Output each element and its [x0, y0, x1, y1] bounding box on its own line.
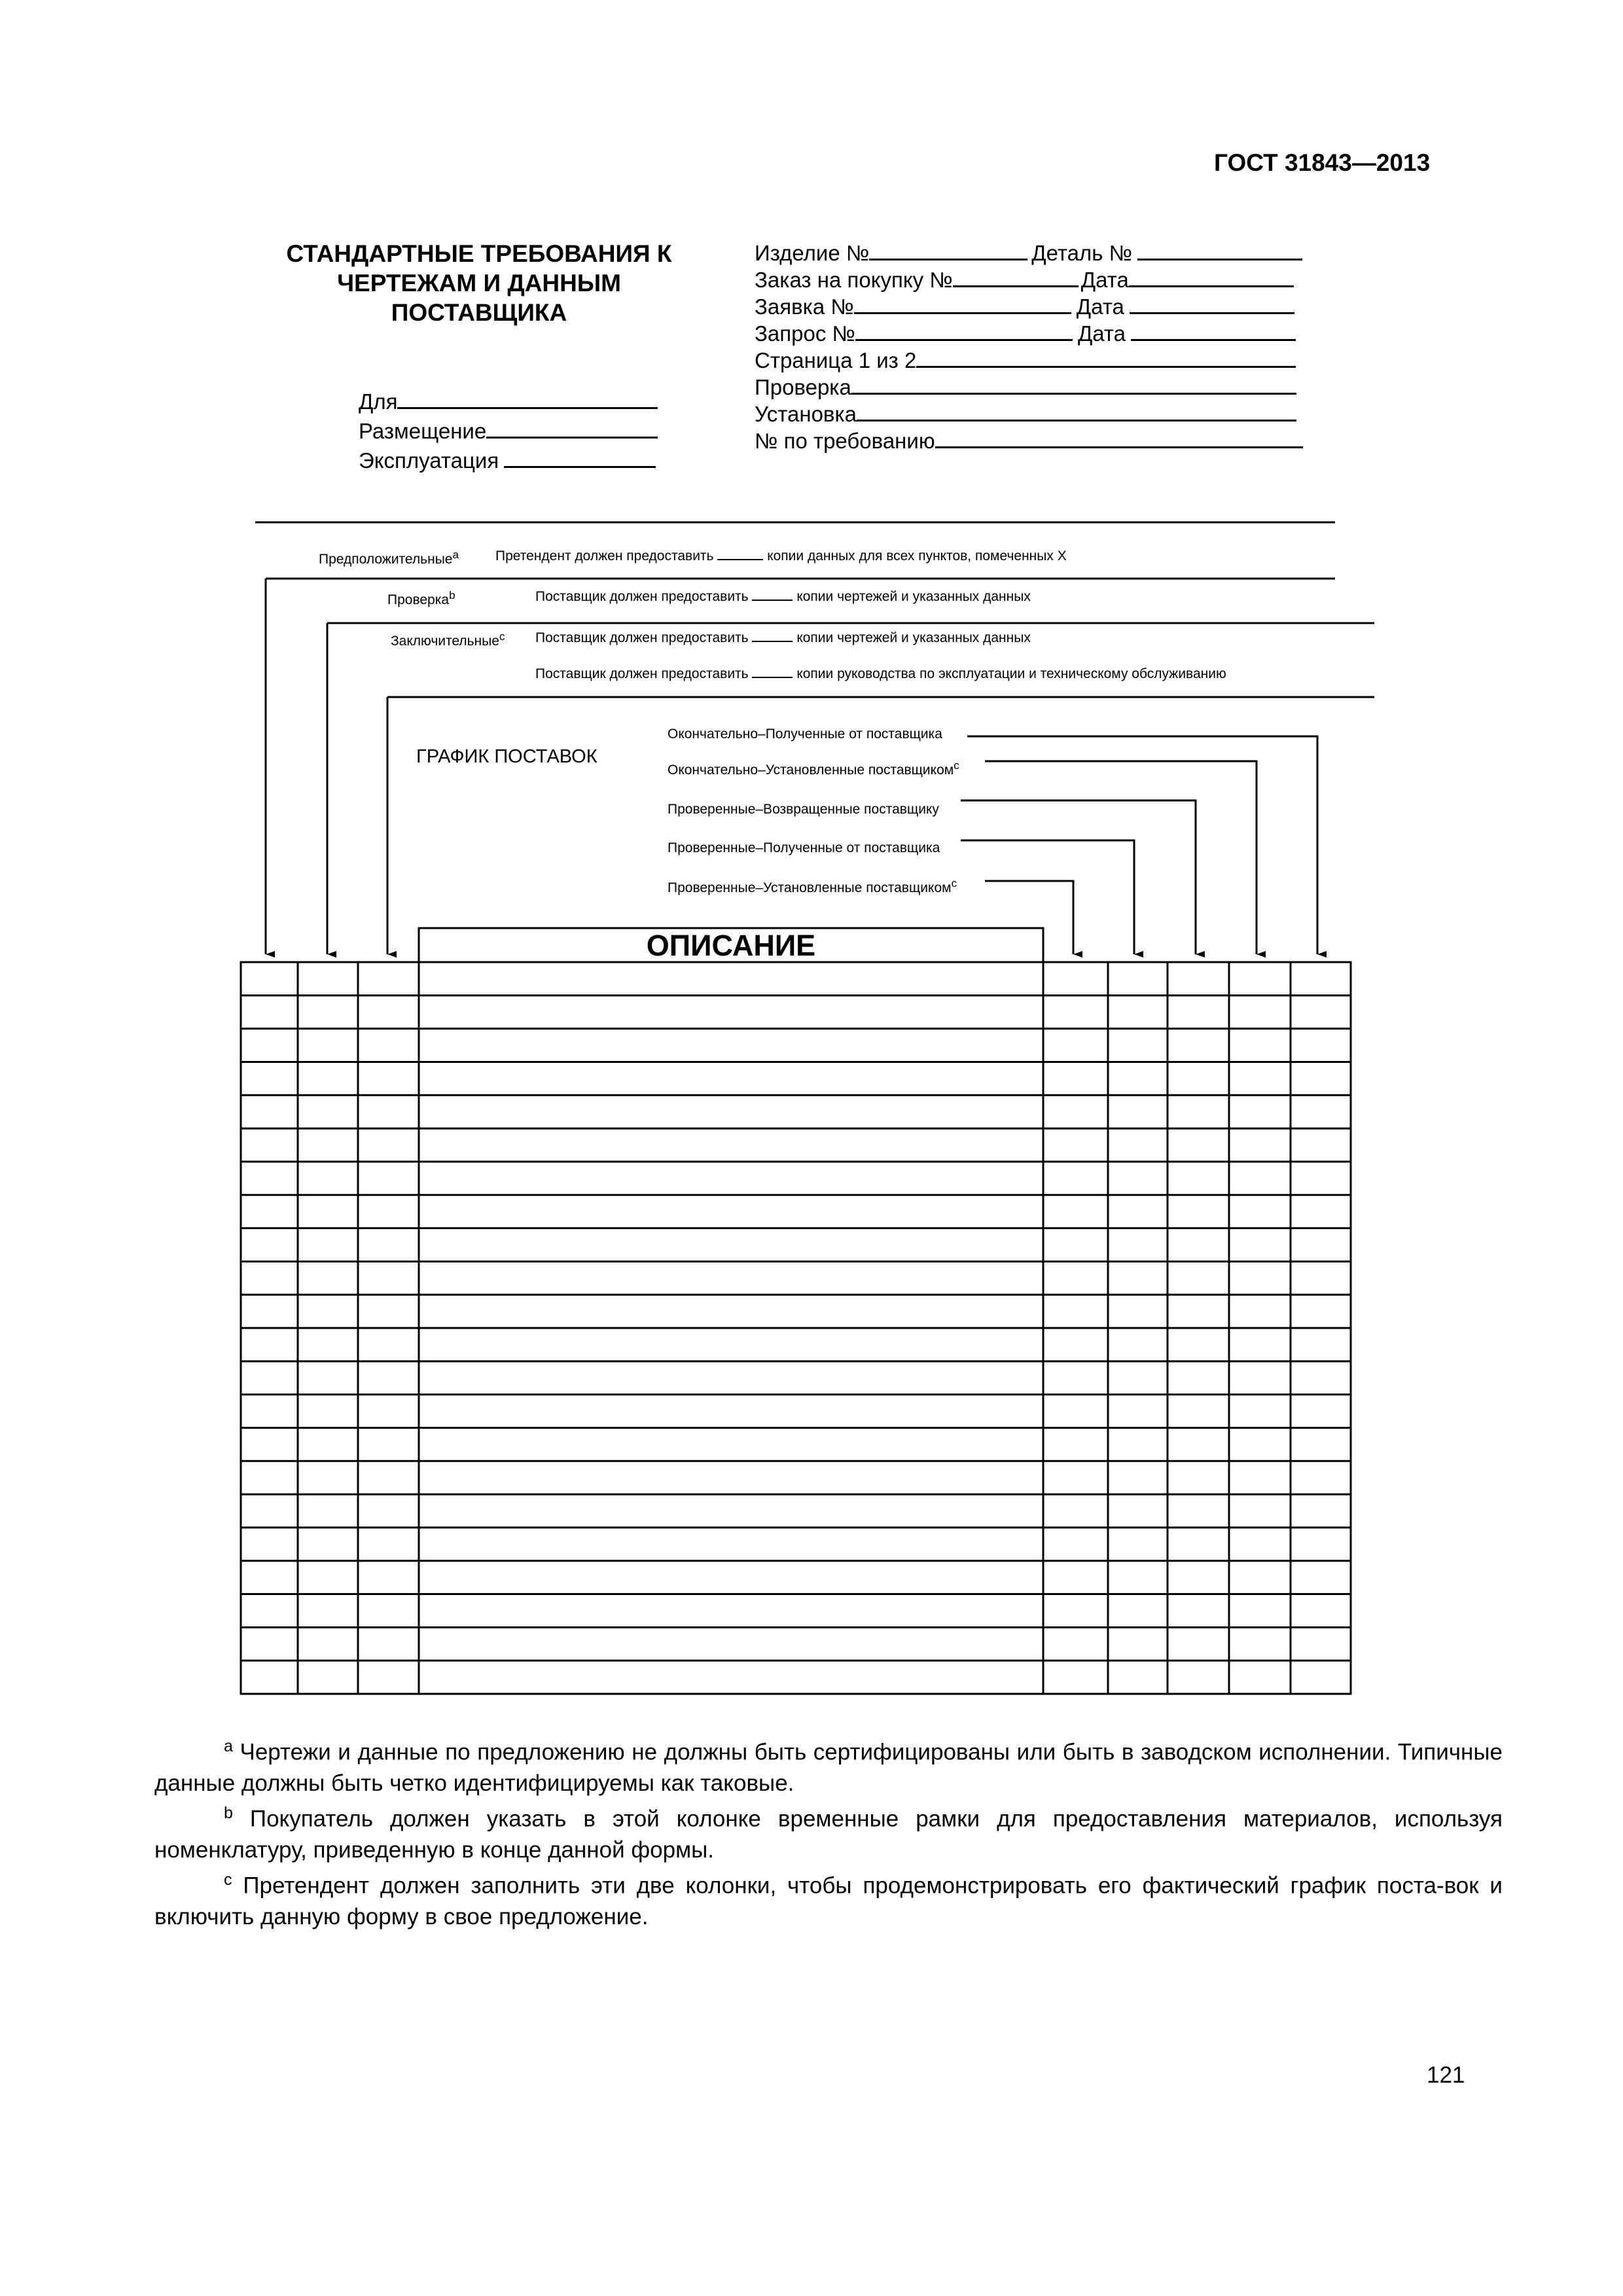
description-header: ОПИСАНИЕ [646, 929, 816, 962]
final-req-label: Заключительные$^c$ [391, 630, 505, 649]
arrow-sched-1 [967, 736, 1317, 954]
schedule-item-1: Окончательно–Полученные от поставщика [668, 726, 942, 742]
install-label: Установка [755, 402, 857, 426]
prelim-text: Претендент должен предоставить копии данных для всех пунктов, помеченных Х [495, 548, 1067, 564]
standard-number: ГОСТ 31843—2013 [1214, 149, 1431, 176]
field-operation-label: Эксплуатация [359, 448, 499, 473]
req-no-label: № по требованию [755, 429, 935, 453]
item-label: Изделие № [755, 241, 870, 265]
detail-label: Деталь № [1031, 241, 1132, 265]
manual-req-text: Поставщик должен предоставить копии руководства по эксплуатации и техническому обслуживанию [535, 666, 1226, 681]
footnote-a: $^a$ Чертежи и данные по предложению не должны быть сертифицированы или быть в заводском исполнении. Типичные данные должны быть четко идентифицируемы как таковые. [154, 1737, 1503, 1796]
schedule-item-2: Окончательно–Установленные поставщиком$^c$ [668, 759, 959, 778]
purchase-order-label: Заказ на покупку № [755, 268, 953, 292]
schedule-item-4: Проверенные–Полученные от поставщика [668, 840, 940, 855]
field-placement-label: Размещение [359, 419, 487, 443]
page-label: Страница 1 из 2 [755, 348, 917, 372]
prelim-label: Предположительные$^a$ [319, 548, 459, 567]
check-req-text: Поставщик должен предоставить копии чертежей и указанных данных [535, 589, 1031, 604]
arrow-sched-2 [985, 761, 1257, 954]
check-label: Проверка [755, 375, 851, 399]
footnote-c: $^c$ Претендент должен заполнить эти две колонки, чтобы продемонстрировать его фактический график поста-вок и включить данную форму в свое предложение. [154, 1871, 1503, 1929]
schedule-item-5: Проверенные–Установленные поставщиком$^c$ [668, 877, 957, 895]
schedule-item-3: Проверенные–Возвращенные поставщику [668, 802, 939, 817]
date-label-2: Дата [1076, 295, 1124, 319]
table-grid [241, 962, 1351, 1694]
footnote-b: $^b$ Покупатель должен указать в этой колонке временные рамки для предоставления материалов, используя номенклатуру, приведенную в конце данной формы. [154, 1804, 1503, 1863]
form-title: СТАНДАРТНЫЕ ТРЕБОВАНИЯ К ЧЕРТЕЖАМ И ДАННЫМ ПОСТАВЩИКА [286, 240, 672, 326]
inquiry-label: Запрос № [755, 321, 855, 346]
field-for-label: Для [359, 389, 398, 414]
final-req-text: Поставщик должен предоставить копии чертежей и указанных данных [535, 630, 1031, 645]
schedule-title: ГРАФИК ПОСТАВОК [416, 746, 597, 767]
date-label-1: Дата [1080, 268, 1129, 292]
request-label: Заявка № [755, 295, 854, 319]
date-label-3: Дата [1077, 321, 1126, 346]
check-req-label: Проверка$^b$ [387, 589, 455, 607]
page-number: 121 [1427, 2062, 1465, 2088]
